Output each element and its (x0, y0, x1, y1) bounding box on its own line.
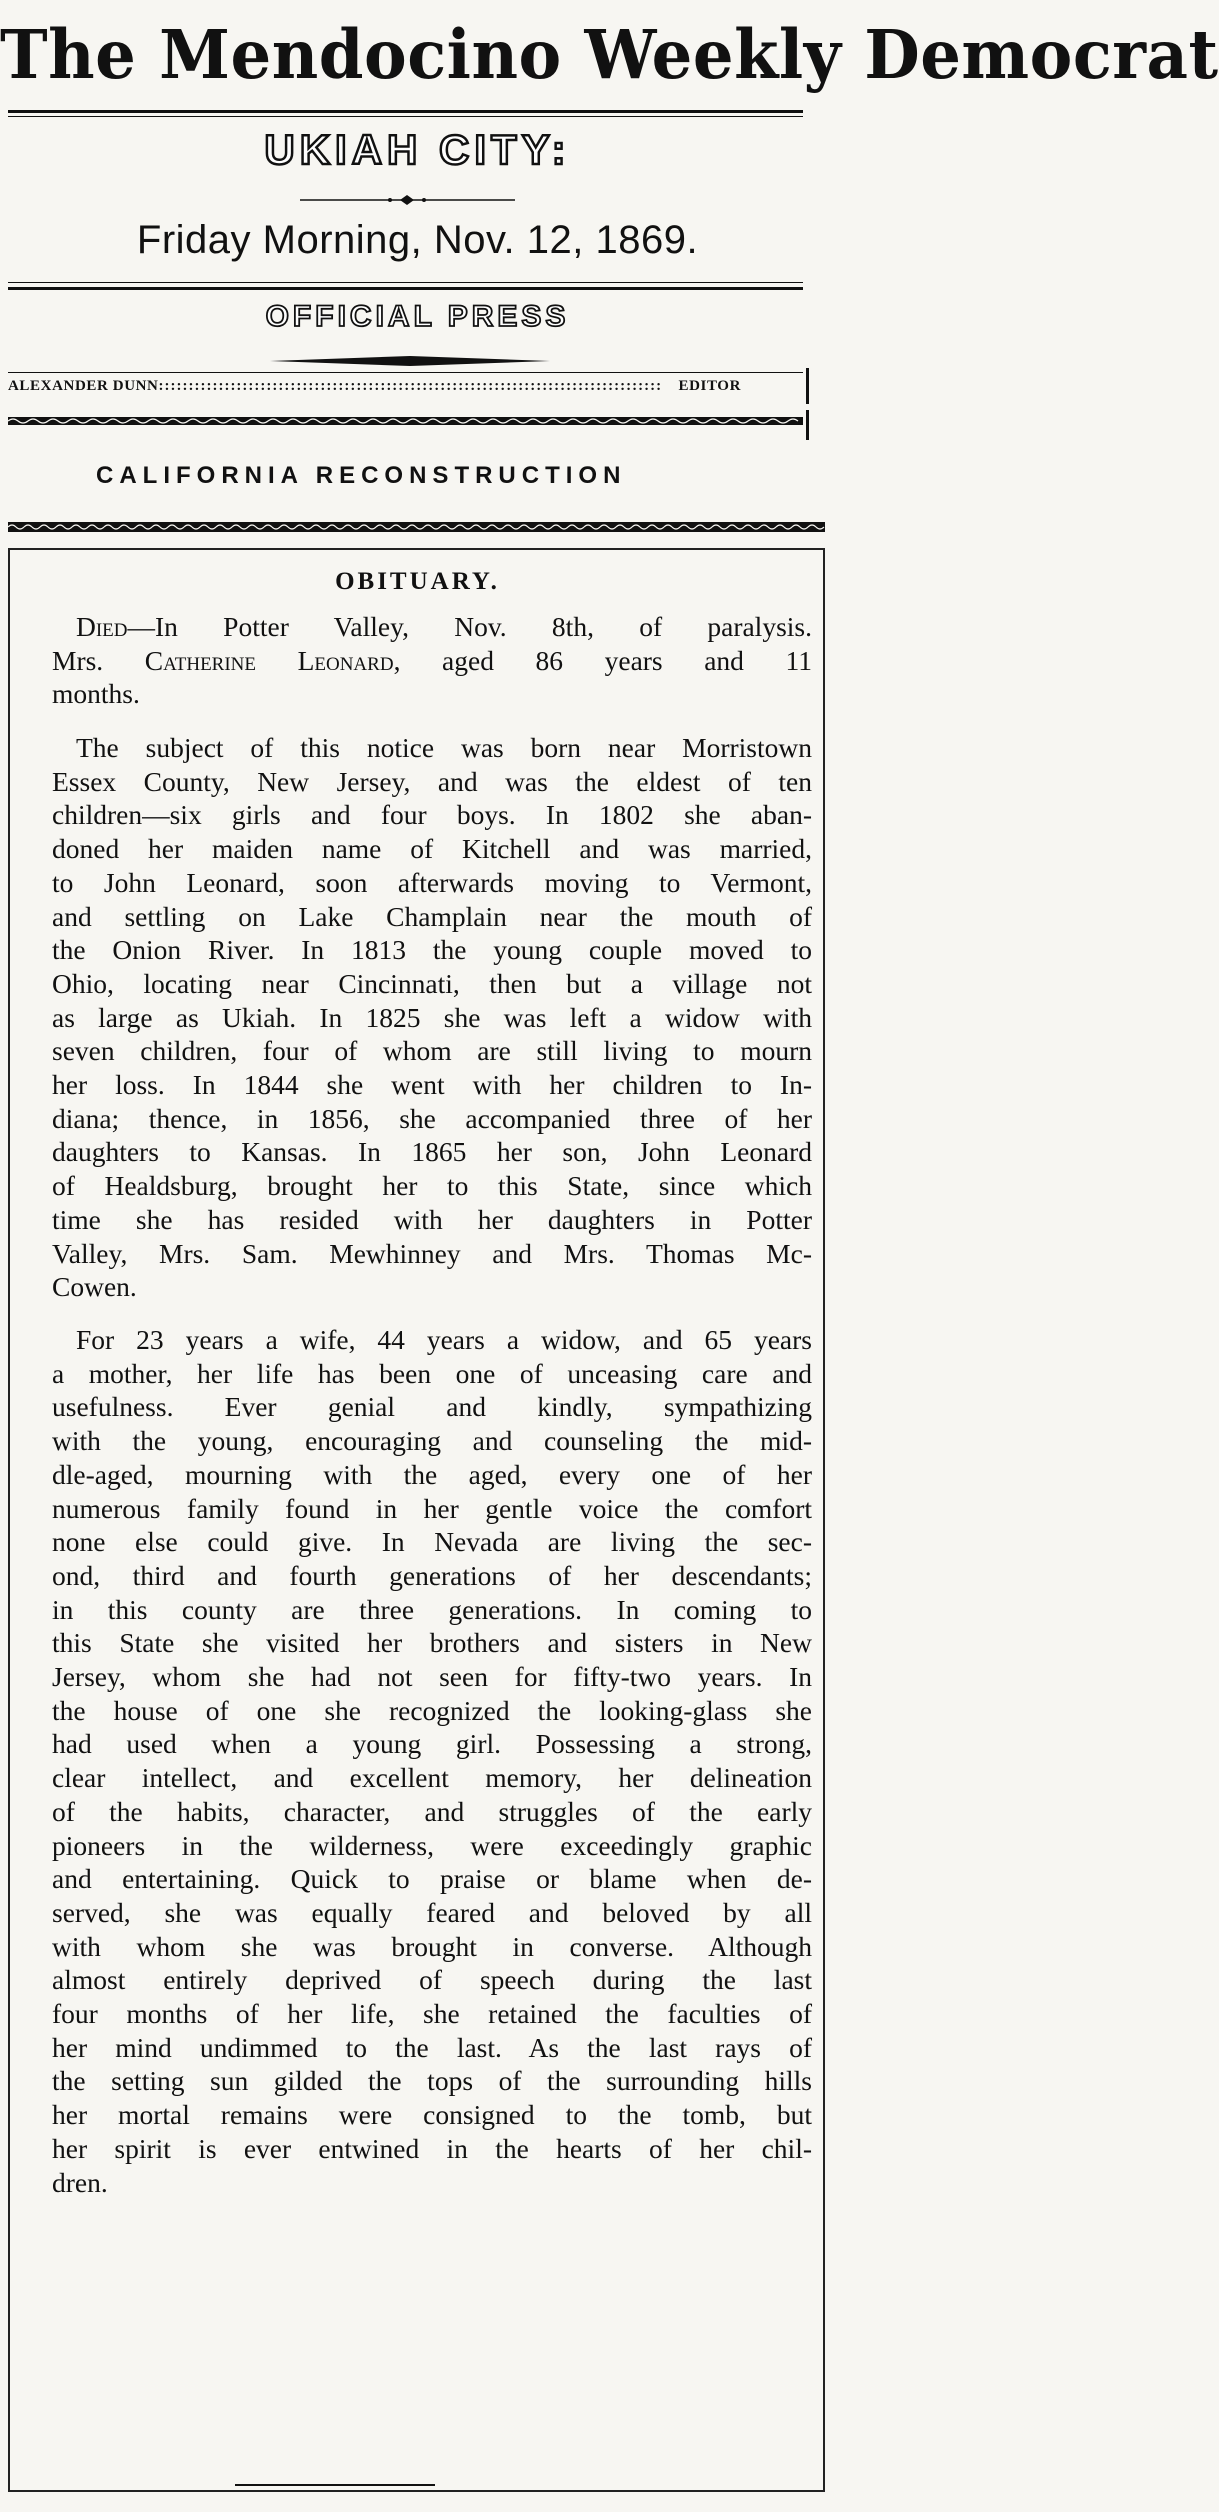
text-line: Ohio, locating near Cincinnati, then but a village not (52, 967, 812, 999)
text-line: her mortal remains were consigned to the tomb, but (52, 2099, 812, 2131)
text-line: her mind undimmed to the last. As the last rays of (52, 2031, 812, 2063)
text-line: usefulness. Ever genial and kindly, sympathizing (52, 1391, 812, 1423)
text-line: months. (52, 678, 140, 710)
text-line: her spirit is ever entwined in the hearts of her chil- (52, 2132, 812, 2164)
text-line: the house of one she recognized the looking-glass she (52, 1694, 812, 1726)
masthead-rule-top (8, 110, 803, 113)
text-line: almost entirely deprived of speech during the last (52, 1964, 812, 1996)
article-end-rule (235, 2484, 435, 2486)
text-line: had used when a young girl. Possessing a strong, (52, 1728, 812, 1760)
article-top-rule (8, 520, 825, 538)
text-line: her loss. In 1844 she went with her children to In- (52, 1069, 812, 1101)
obituary-paragraph-3 (52, 1323, 812, 2199)
text-line: Mrs. Catherine Leonard, aged 86 years and 11 (52, 644, 813, 676)
obituary-title: OBITUARY. (335, 568, 500, 595)
obituary-paragraph-2 (52, 731, 812, 1304)
text-line: dle-aged, mourning with the aged, every one of her (52, 1458, 812, 1490)
text-line: seven children, four of whom are still living to mourn (52, 1035, 812, 1067)
text-line: The subject of this notice was born near Morristown (76, 732, 812, 763)
partial-headline (96, 450, 696, 489)
text-line: served, she was equally feared and beloved by all (52, 1896, 812, 1928)
official-press-heading: OFFICIAL PRESS (265, 300, 570, 333)
masthead-rule-thin (8, 116, 803, 117)
text-line: For 23 years a wife, 44 years a widow, and 65 years (76, 1324, 812, 1355)
column-edge-bar-2 (806, 410, 809, 440)
text-line: and entertaining. Quick to praise or blame when de- (52, 1863, 812, 1895)
text-line: time she has resided with her daughters in Potter (52, 1203, 812, 1235)
editor-dots: :::::::::::::::::::::::::::::::::::::::::::::::::::::::::::::::::::::::::::::::::::: (158, 378, 663, 394)
text-line: Died—In Potter Valley, Nov. 8th, of paralysis. (76, 611, 812, 642)
text-line: dren. (52, 2166, 108, 2198)
editor-role: EDITOR (678, 378, 742, 394)
text-line: pioneers in the wilderness, were exceedingly graphic (52, 1829, 812, 1861)
obituary-paragraph-1 (52, 610, 812, 711)
text-line: ond, third and fourth generations of her descendants; (52, 1559, 812, 1591)
text-line: and settling on Lake Champlain near the mouth of (52, 900, 812, 932)
text-line: children—six girls and four boys. In 1802 she aban- (52, 799, 812, 831)
text-line: the Onion River. In 1813 the young couple moved to (52, 934, 812, 966)
wavy-double-rule (8, 414, 803, 428)
text-line: to John Leonard, soon afterwards moving to Vermont, (52, 866, 812, 898)
city-heading: UKIAH CITY: (264, 126, 571, 173)
text-line: Cowen. (52, 1271, 137, 1303)
issue-date: Friday Morning, Nov. 12, 1869. (136, 218, 699, 262)
text-line: diana; thence, in 1856, she accompanied three of her (52, 1102, 812, 1134)
text-line: a mother, her life has been one of unceasing care and (52, 1357, 812, 1389)
text-line: Valley, Mrs. Sam. Mewhinney and Mrs. Thomas Mc- (52, 1237, 812, 1269)
text-line: this State she visited her brothers and sisters in New (52, 1627, 812, 1659)
text-line: four months of her life, she retained the faculties of (52, 1998, 812, 2030)
text-line: Jersey, whom she had not seen for fifty-two years. In (52, 1661, 812, 1693)
text-line: of Healdsburg, brought her to this State, since which (52, 1170, 812, 1202)
column-edge-bar (806, 368, 809, 404)
text-line: doned her maiden name of Kitchell and was married, (52, 833, 812, 865)
text-line: daughters to Kansas. In 1865 her son, John Leonard (52, 1136, 812, 1168)
partial-headline-text: CALIFORNIA RECONSTRUCTION (96, 462, 627, 489)
editor-line (8, 378, 803, 395)
text-line: none else could give. In Nevada are living the sec- (52, 1526, 812, 1558)
text-line: Essex County, New Jersey, and was the eldest of ten (52, 765, 812, 797)
tapered-rule (270, 355, 550, 367)
editor-name: ALEXANDER DUNN (8, 378, 159, 394)
date-rule-thin (8, 282, 803, 283)
text-line: numerous family found in her gentle voice the comfort (52, 1492, 812, 1524)
text-line: as large as Ukiah. In 1825 she was left a widow with (52, 1001, 812, 1033)
text-line: of the habits, character, and struggles of the early (52, 1795, 812, 1827)
text-line: in this county are three generations. In coming to (52, 1593, 812, 1625)
newspaper-masthead: The Mendocino Weekly Democrat (0, 16, 1219, 95)
text-line: with the young, encouraging and counseling the mid- (52, 1425, 812, 1457)
ornament-divider (300, 195, 515, 205)
text-line: with whom she was brought in converse. Although (52, 1930, 812, 1962)
text-line: clear intellect, and excellent memory, her delineation (52, 1762, 812, 1794)
date-rule-thick (8, 287, 803, 290)
text-line: the setting sun gilded the tops of the surrounding hills (52, 2065, 812, 2097)
editor-rule-top (8, 372, 803, 373)
